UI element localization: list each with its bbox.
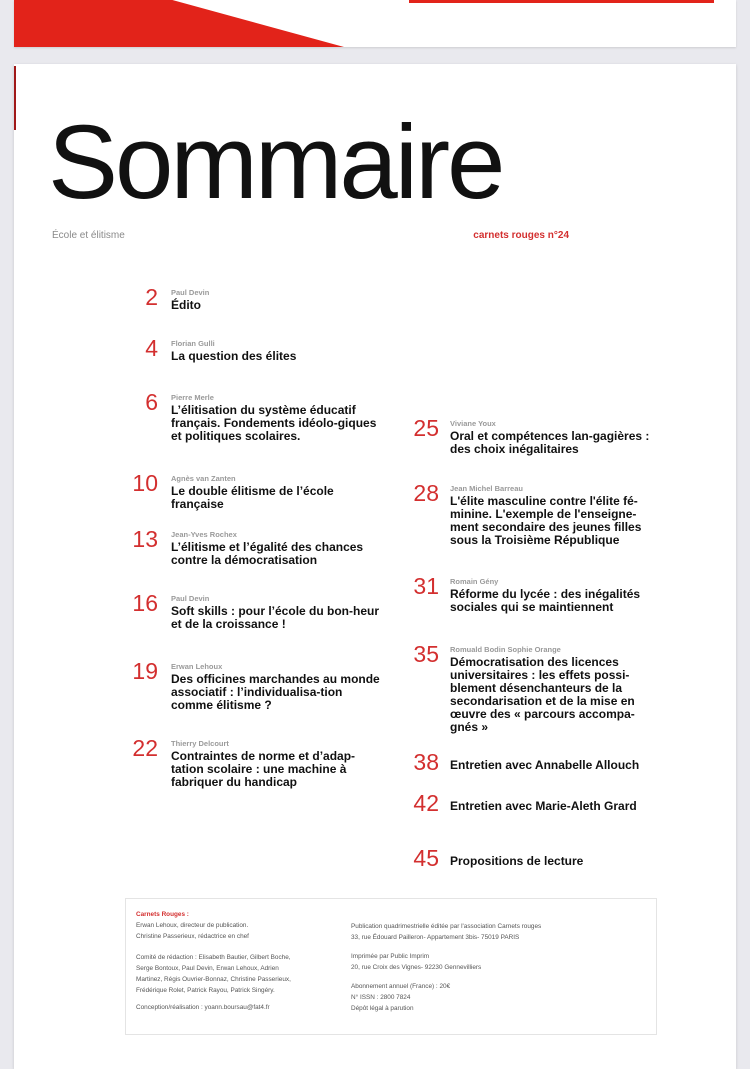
printer-line: Imprimée par Public Imprim <box>351 953 430 960</box>
publication-line: 33, rue Édouard Pailleron- Appartement 3bis- 75019 PARIS <box>351 934 520 941</box>
entry-page-number: 35 <box>413 641 439 667</box>
entry-title: Soft skills : pour l’école du bon-heur et de la croissance ! <box>171 604 380 631</box>
entry-author: Thierry Delcourt <box>171 739 229 748</box>
entry-title: Oral et compétences lan-gagières : des choix inégalitaires <box>450 429 650 456</box>
entry-page-number: 13 <box>132 526 158 552</box>
entry-title: Entretien avec Annabelle Allouch <box>450 758 640 772</box>
colophon-director: Erwan Lehoux, directeur de publication. <box>136 922 249 929</box>
entry-author: Pierre Merle <box>171 393 214 402</box>
subscription-line: N° ISSN : 2800 7824 <box>351 994 411 1001</box>
printer-line: 20, rue Croix des Vignes- 92230 Gennevilliers <box>351 964 482 971</box>
colophon-left <box>136 909 291 1013</box>
previous-page <box>14 0 736 47</box>
entry-author: Viviane Youx <box>450 419 496 428</box>
publication-line: Publication quadrimestrielle éditée par l'association Carnets rouges <box>351 923 542 930</box>
red-decor-shape <box>14 0 344 47</box>
entry-title: Édito <box>171 298 201 312</box>
entry-page-number: 38 <box>413 749 439 775</box>
entry-title: Propositions de lecture <box>450 854 584 868</box>
entry-page-number: 45 <box>413 845 439 871</box>
colophon-box <box>125 898 657 1035</box>
entry-author: Romuald Bodin Sophie Orange <box>450 645 561 654</box>
entry-title: L’élitisme et l’égalité des chances contre la démocratisation <box>171 540 364 567</box>
red-decor-line <box>409 0 714 3</box>
entry-page-number: 10 <box>132 470 158 496</box>
entry-page-number: 2 <box>145 284 158 310</box>
entry-title: Le double élitisme de l’école française <box>171 484 334 511</box>
entry-author: Paul Devin <box>171 594 210 603</box>
entry-title: Réforme du lycée : des inégalités sociales qui se maintiennent <box>450 587 641 614</box>
page-title: Sommaire <box>48 104 503 221</box>
entry-title: Démocratisation des licences universitaires : les effets possi-blement désenchanteurs de la secondarisation et de la mise en œuvre des « parcours accompa-gnés » <box>450 655 635 734</box>
entry-page-number: 4 <box>145 335 158 361</box>
page-edge-mark <box>14 66 16 130</box>
committee-line: Martinez, Régis Ouvrier-Bonnaz, Christine Passerieux, <box>136 976 291 983</box>
colophon-right <box>351 921 541 1014</box>
entry-title: Des officines marchandes au monde associatif : l’individualisa-tion comme élitisme ? <box>171 672 380 712</box>
entry-title: L’élitisation du système éducatif français. Fondements idéolo-giques et politiques scolaires. <box>171 403 377 443</box>
entry-author: Jean-Yves Rochex <box>171 530 237 539</box>
entry-author: Agnès van Zanten <box>171 474 236 483</box>
committee-line: Frédérique Rolet, Patrick Rayou, Patrick Singéry. <box>136 987 275 994</box>
entry-page-number: 22 <box>132 735 158 761</box>
entry-title: La question des élites <box>171 349 297 363</box>
entry-page-number: 28 <box>413 480 439 506</box>
entry-page-number: 16 <box>132 590 158 616</box>
entry-author: Jean Michel Barreau <box>450 484 523 493</box>
entry-author: Romain Gény <box>450 577 499 586</box>
subscription-line: Abonnement annuel (France) : 20€ <box>351 983 451 990</box>
entry-title: Contraintes de norme et d’adap-tation scolaire : une machine à fabriquer du handicap <box>171 749 356 789</box>
page-subtitle: École et élitisme <box>52 230 125 241</box>
sommaire-page <box>14 64 736 1069</box>
entry-page-number: 25 <box>413 415 439 441</box>
entry-author: Erwan Lehoux <box>171 662 223 671</box>
entry-author: Paul Devin <box>171 288 210 297</box>
entry-page-number: 42 <box>413 790 439 816</box>
committee-line: Comité de rédaction : Elisabeth Bautier, Gilbert Boche, <box>136 954 291 961</box>
colophon-design: Conception/réalisation : yoann.boursau@fat4.fr <box>136 1004 270 1011</box>
entry-title: Entretien avec Marie-Aleth Grard <box>450 799 637 813</box>
subscription-line: Dépôt légal à parution <box>351 1005 414 1012</box>
committee-line: Serge Bontoux, Paul Devin, Erwan Lehoux, Adrien <box>136 965 279 972</box>
issue-label: carnets rouges n°24 <box>473 230 569 241</box>
entry-author: Florian Gulli <box>171 339 215 348</box>
entry-page-number: 6 <box>145 389 158 415</box>
entry-title: L'élite masculine contre l'élite fé-minine. L'exemple de l'enseigne-ment secondaire des jeunes filles sous la Troisième République <box>450 494 642 547</box>
colophon-editor: Christine Passerieux, rédactrice en chef <box>136 933 249 940</box>
colophon-heading: Carnets Rouges : <box>136 911 189 918</box>
entry-page-number: 19 <box>132 658 158 684</box>
entry-page-number: 31 <box>413 573 439 599</box>
